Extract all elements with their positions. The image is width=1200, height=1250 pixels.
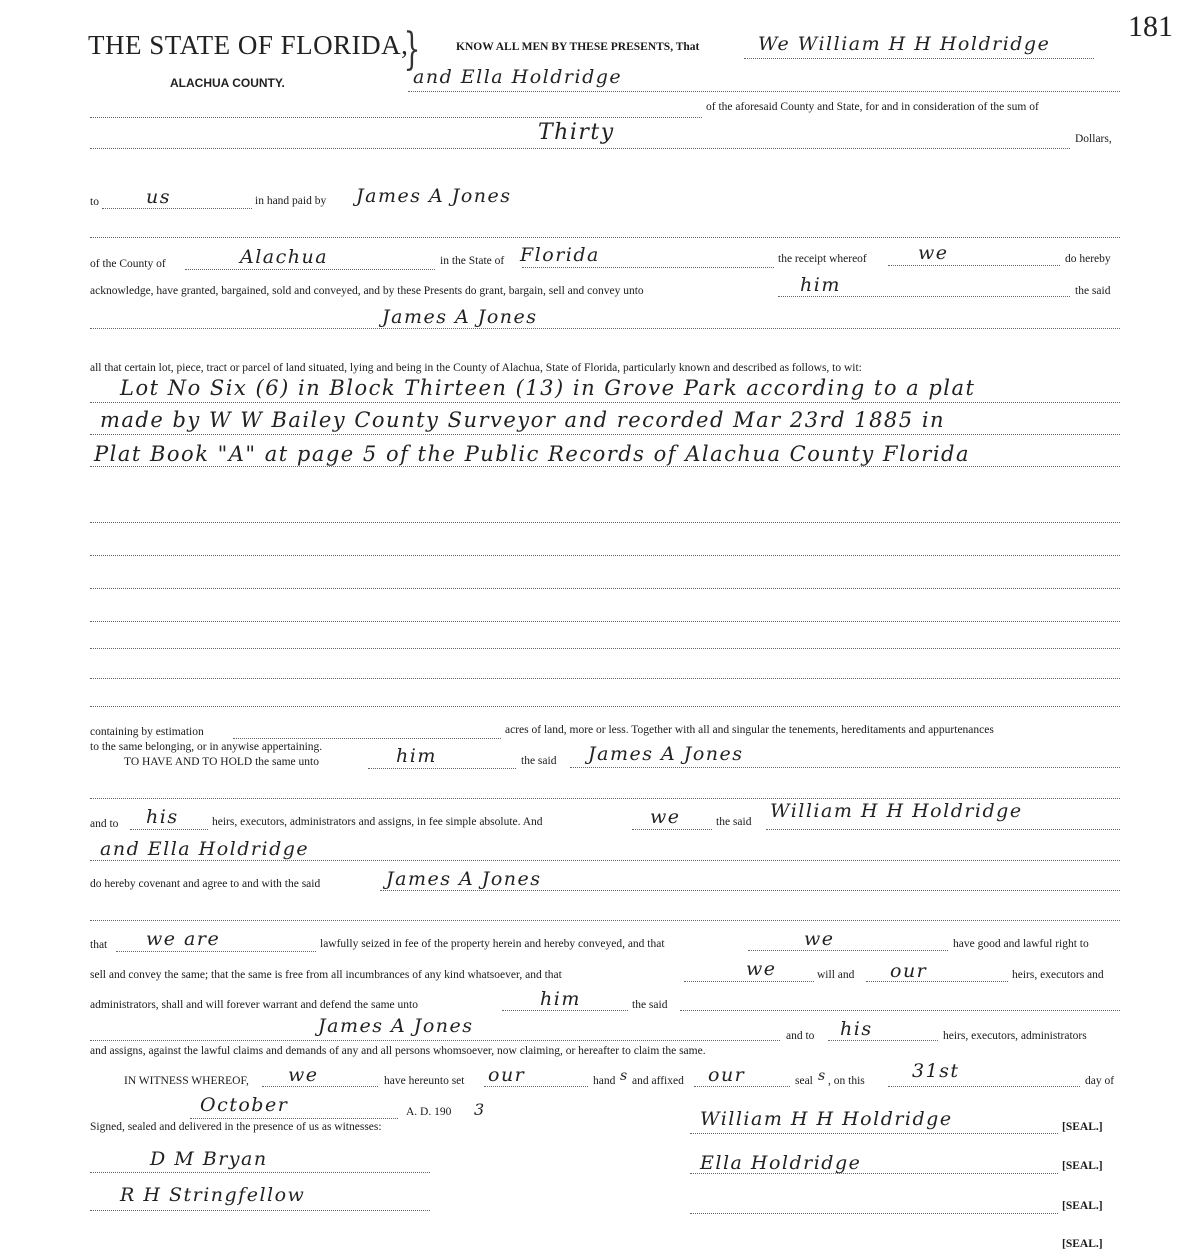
paid-by-value: James A Jones bbox=[356, 185, 512, 207]
rule bbox=[90, 555, 1120, 556]
our-value: our bbox=[890, 960, 928, 982]
covenant-text: do hereby covenant and agree to and with the said bbox=[90, 878, 321, 890]
rule bbox=[90, 678, 1120, 679]
the-said-4-text: the said bbox=[632, 999, 668, 1011]
page-number: 181 bbox=[1128, 10, 1173, 43]
rule bbox=[748, 950, 948, 951]
receipt-text: the receipt whereof bbox=[778, 253, 867, 265]
rule bbox=[90, 117, 702, 118]
rule bbox=[90, 588, 1120, 589]
year-digit-value: 3 bbox=[474, 1100, 486, 1119]
rule bbox=[690, 1133, 1058, 1134]
rule bbox=[484, 1086, 588, 1087]
administrators-text: administrators, shall and will forever warrant and defend the same unto bbox=[90, 999, 418, 1011]
grantors-line-4: and Ella Holdridge bbox=[100, 838, 310, 860]
of-county-text: of the County of bbox=[90, 258, 166, 270]
rule bbox=[233, 738, 501, 739]
seal-label-1: [SEAL.] bbox=[1062, 1121, 1103, 1133]
signed-text: Signed, sealed and delivered in the presence of us as witnesses: bbox=[90, 1121, 382, 1133]
receipt-by-value: we bbox=[918, 242, 949, 264]
seal-label-2: [SEAL.] bbox=[1062, 1160, 1103, 1172]
rule bbox=[680, 1010, 1120, 1011]
state-title: THE STATE OF FLORIDA, bbox=[88, 30, 409, 60]
rule bbox=[632, 829, 712, 830]
all-that-text: all that certain lot, piece, tract or parcel of land situated, lying and being in the County of Alachua, State of Florida, particularly known and described as follows, to wit: bbox=[90, 362, 862, 374]
containing-text: containing by estimation bbox=[90, 726, 204, 738]
legal-line-1: Lot No Six (6) in Block Thirteen (13) in Grove Park according to a plat bbox=[120, 376, 976, 400]
that-we-are-value: we are bbox=[146, 928, 221, 950]
county-value: Alachua bbox=[240, 246, 329, 268]
the-said-2-text: the said bbox=[521, 755, 557, 767]
rule bbox=[90, 1040, 780, 1041]
will-and-text: will and bbox=[817, 969, 855, 981]
and-to-his-value: his bbox=[146, 806, 179, 828]
defend-unto-value: him bbox=[540, 988, 581, 1010]
legal-line-2: made by W W Bailey County Surveyor and recorded Mar 23rd 1885 in bbox=[100, 408, 946, 432]
rule bbox=[866, 981, 1008, 982]
rule bbox=[888, 265, 1060, 266]
day-value: 31st bbox=[912, 1060, 960, 1082]
and-affixed-text: and affixed bbox=[632, 1075, 684, 1087]
in-hand-paid-text: in hand paid by bbox=[255, 195, 327, 207]
ad-text: A. D. 190 bbox=[406, 1106, 452, 1118]
state-value: Florida bbox=[520, 244, 600, 266]
and-to-text: and to bbox=[90, 818, 119, 830]
rule bbox=[766, 829, 1120, 830]
grantee-value: James A Jones bbox=[382, 306, 538, 328]
heirs-exec-text: heirs, executors, administrators and assigns, in fee simple absolute. And bbox=[212, 816, 543, 828]
rule bbox=[90, 1172, 430, 1173]
rule bbox=[90, 621, 1120, 622]
rule bbox=[116, 951, 316, 952]
aforesaid-text: of the aforesaid County and State, for and in consideration of the sum of bbox=[706, 101, 1039, 113]
heirs-exec-2-text: heirs, executors and bbox=[1012, 969, 1104, 981]
witness-we-value: we bbox=[288, 1064, 319, 1086]
to-text: to bbox=[90, 196, 99, 208]
dollars-text: Dollars, bbox=[1075, 133, 1112, 145]
habendum-unto-value: him bbox=[396, 745, 437, 767]
county-title: ALACHUA COUNTY. bbox=[170, 76, 285, 90]
rule bbox=[570, 767, 1120, 768]
rule bbox=[90, 522, 1120, 523]
sell-convey-text: sell and convey the same; that the same is free from all incumbrances of any kind whatsoever, and that bbox=[90, 969, 562, 981]
day-of-text: day of bbox=[1085, 1075, 1115, 1087]
to-whom-value: us bbox=[146, 186, 171, 208]
hand-text: hand bbox=[593, 1075, 616, 1087]
rule bbox=[778, 296, 1070, 297]
and-to-2-text: and to bbox=[786, 1030, 815, 1042]
the-said-text: the said bbox=[1075, 285, 1111, 297]
lawfully-text: lawfully seized in fee of the property herein and hereby conveyed, and that bbox=[320, 938, 665, 950]
grantors-line-1: We William H H Holdridge bbox=[758, 33, 1051, 55]
rule bbox=[90, 434, 1120, 435]
rule bbox=[408, 91, 1120, 92]
month-value: October bbox=[200, 1094, 289, 1116]
rule bbox=[185, 269, 435, 270]
rule bbox=[190, 1118, 398, 1119]
signature-2: Ella Holdridge bbox=[700, 1152, 862, 1174]
and-that-we-value: we bbox=[804, 928, 835, 950]
grantors-line-2: and Ella Holdridge bbox=[413, 66, 623, 88]
legal-line-3: Plat Book "A" at page 5 of the Public Records of Alachua County Florida bbox=[94, 442, 971, 466]
to-have-text: TO HAVE AND TO HOLD the same unto bbox=[124, 756, 319, 768]
rule bbox=[90, 148, 1070, 149]
covenant-with-value: James A Jones bbox=[386, 868, 542, 890]
that-text: that bbox=[90, 939, 108, 951]
have-hereunto-text: have hereunto set bbox=[384, 1075, 465, 1087]
rule bbox=[102, 208, 252, 209]
will-we-value: we bbox=[746, 958, 777, 980]
witness-signature-2: R H Stringfellow bbox=[120, 1184, 306, 1206]
rule bbox=[90, 648, 1120, 649]
on-this-text: , on this bbox=[828, 1075, 865, 1087]
grantors-line-3: William H H Holdridge bbox=[770, 800, 1023, 822]
rule bbox=[90, 328, 1120, 329]
rule bbox=[368, 768, 516, 769]
rule bbox=[502, 1010, 628, 1011]
rule bbox=[90, 798, 1120, 799]
rule bbox=[888, 1086, 1080, 1087]
have-good-text: have good and lawful right to bbox=[953, 938, 1089, 950]
heirs-exec-3-text: heirs, executors, administrators bbox=[943, 1030, 1087, 1042]
rule bbox=[90, 402, 1120, 403]
acknowledge-text: acknowledge, have granted, bargained, sold and conveyed, and by these Presents do grant, bargain, sell and convey unto bbox=[90, 285, 644, 297]
rule bbox=[130, 829, 208, 830]
rule bbox=[694, 1086, 790, 1087]
rule bbox=[744, 58, 1094, 59]
rule bbox=[90, 706, 1120, 707]
know-all-text: KNOW ALL MEN BY THESE PRESENTS, That bbox=[456, 41, 700, 53]
seal-s-value: s bbox=[818, 1068, 827, 1084]
signature-1: William H H Holdridge bbox=[700, 1108, 953, 1130]
do-hereby-text: do hereby bbox=[1065, 253, 1111, 265]
rule bbox=[90, 466, 1120, 467]
rule bbox=[828, 1040, 938, 1041]
rule bbox=[690, 1213, 1058, 1214]
rule bbox=[90, 920, 1120, 921]
in-state-text: in the State of bbox=[440, 255, 505, 267]
amount-value: Thirty bbox=[538, 120, 615, 145]
rule bbox=[522, 267, 774, 268]
rule bbox=[380, 890, 1120, 891]
defend-grantee-value: James A Jones bbox=[318, 1015, 474, 1037]
seal-text: seal bbox=[795, 1075, 813, 1087]
the-said-3-text: the said bbox=[716, 816, 752, 828]
our-seal-value: our bbox=[708, 1064, 746, 1086]
and-to-his-2-value: his bbox=[840, 1018, 873, 1040]
rule bbox=[90, 1210, 430, 1211]
acres-text: acres of land, more or less. Together with all and singular the tenements, hereditaments and appurtenances bbox=[505, 724, 994, 736]
witness-signature-1: D M Bryan bbox=[150, 1148, 268, 1170]
brace-icon: } bbox=[403, 24, 421, 75]
and-assigns-text: and assigns, against the lawful claims and demands of any and all persons whomsoever, now claiming, or hereafter to claim the same. bbox=[90, 1045, 706, 1057]
our-hand-value: our bbox=[488, 1064, 526, 1086]
unto-value: him bbox=[800, 274, 841, 296]
and-we-value: we bbox=[650, 806, 681, 828]
rule bbox=[690, 1173, 1058, 1174]
in-witness-text: IN WITNESS WHEREOF, bbox=[124, 1075, 249, 1087]
to-same-text: to the same belonging, or in anywise appertaining. bbox=[90, 741, 323, 753]
seal-label-3: [SEAL.] bbox=[1062, 1200, 1103, 1212]
rule bbox=[262, 1086, 378, 1087]
seal-label-4: [SEAL.] bbox=[1062, 1238, 1103, 1250]
hand-s-value: s bbox=[620, 1068, 629, 1084]
rule bbox=[90, 237, 1120, 238]
rule bbox=[684, 981, 814, 982]
rule bbox=[90, 860, 1120, 861]
habendum-grantee-value: James A Jones bbox=[588, 743, 744, 765]
